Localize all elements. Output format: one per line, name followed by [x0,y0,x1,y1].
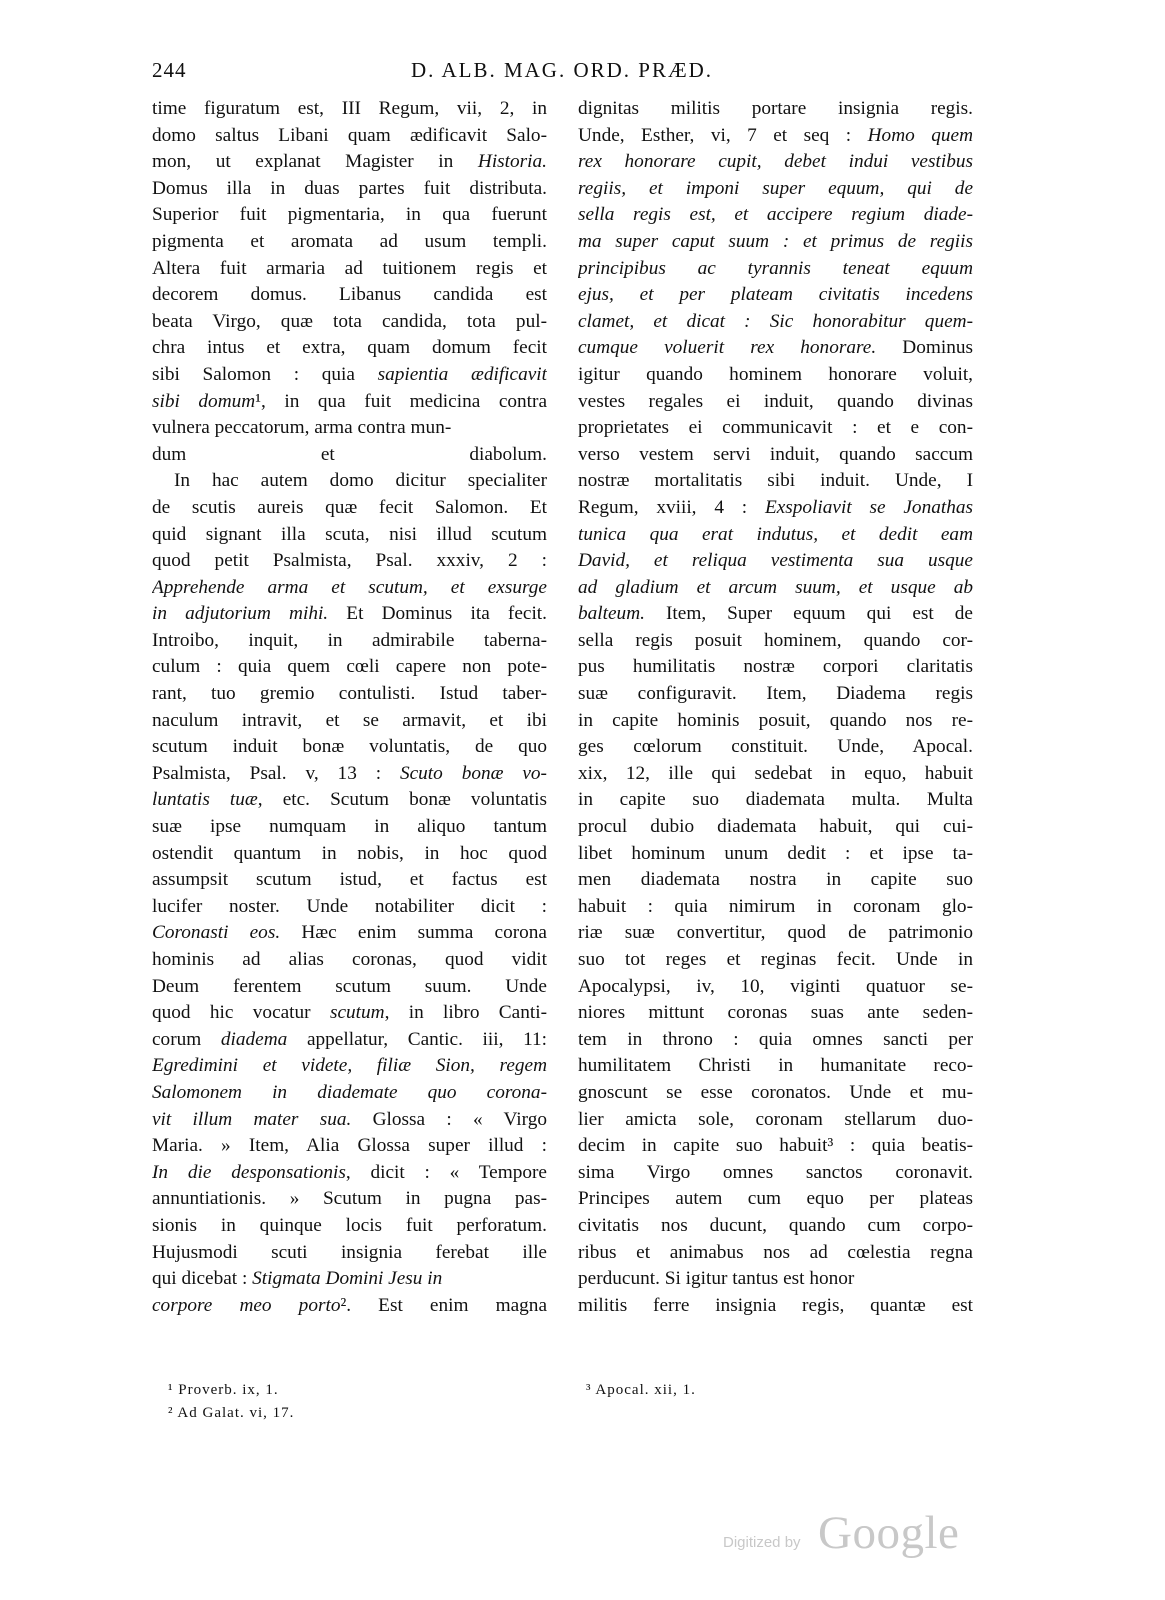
right-text-line: David, et reliqua vestimenta sua usque [578,550,973,572]
left-text-line: qui dicebat : Stigmata Domini Jesu in [152,1268,443,1290]
left-text-line: annuntiationis. » Scutum in pugna pas- [152,1188,547,1210]
right-text-line: Principes autem cum equo per plateas [578,1188,973,1210]
left-text-line: quod petit Psalmista, Psal. xxxiv, 2 : [152,550,547,572]
left-text-line: scutum induit bonæ voluntatis, de quo [152,736,547,758]
right-text-line: ad gladium et arcum suum, et usque ab [578,576,973,598]
left-text-line: time figuratum est, III Regum, vii, 2, in [152,98,547,119]
footnote-2: ² Ad Galat. vi, 17. [168,1405,295,1421]
left-text-line: vulnera peccatorum, arma contra mun- [152,417,452,439]
right-text-line: cumque voluerit rex honorare. Dominus [578,337,973,359]
right-text-line: rex honorare cupit, debet indui vestibus [578,151,973,173]
left-text-line: sibi Salomon : quia sapientia ædificavit [152,363,547,385]
right-text-line: balteum. Item, Super equum qui est de [578,603,973,625]
digitized-by-google-watermark [723,1506,983,1566]
right-text-line: ges cœlorum constituit. Unde, Apocal. [578,736,973,758]
right-text-line: decim in capite suo habuit³ : quia beatis- [578,1135,973,1157]
left-text-line: suæ ipse numquam in aliquo tantum [152,816,547,838]
right-text-line: civitatis nos ducunt, quando cum corpo- [578,1214,973,1236]
left-text-line: Egredimini et videte, filiæ Sion, regem [152,1055,547,1077]
left-text-line: Introibo, inquit, in admirabile taberna- [152,629,547,651]
right-text-line: militis ferre insignia regis, quantæ est [578,1294,973,1316]
page-number: 244 [152,58,187,82]
left-text-line: Superior fuit pigmentaria, in qua fuerunt [152,204,547,226]
left-text-line: assumpsit scutum istud, et factus est [152,869,547,891]
left-text-line: culum : quia quem cœli capere non pote- [152,656,547,678]
page-header [152,58,972,90]
left-text-line: ostendit quantum in nobis, in hoc quod [152,842,547,864]
left-text-line: luntatis tuæ, etc. Scutum bonæ voluntatis [152,789,547,811]
right-text-line: nostræ mortalitatis sibi induit. Unde, I [578,470,973,492]
right-text-line: humilitatem Christi in humanitate reco- [578,1055,973,1077]
left-text-line: decorem domus. Libanus candida est [152,284,547,306]
left-footnotes [168,1379,294,1425]
right-text-line: principibus ac tyrannis teneat equum [578,257,973,279]
left-text-line: corpore meo porto². Est enim magna [152,1294,547,1316]
right-text-line: suo tot reges et reginas fecit. Unde in [578,949,973,970]
right-text-line: vestes regales ei induit, quando divinas [578,390,973,412]
right-text-line: lier amicta sole, coronam stellarum duo- [578,1108,973,1130]
left-text-line: quid signant illa scuta, nisi illud scutum [152,523,547,545]
left-text-line: dum et diabolum. [152,443,547,465]
footnote-1: ¹ Proverb. ix, 1. [168,1382,279,1398]
right-footnotes [586,1379,696,1402]
right-text-line: suæ configuravit. Item, Diadema regis [578,683,973,705]
right-text-line: niores mittunt coronas suas ante seden- [578,1002,973,1024]
right-text-line: sella regis est, et accipere regium diade- [578,204,973,226]
left-text-line: beata Virgo, quæ tota candida, tota pul- [152,310,547,332]
left-text-line: de scutis aureis quæ fecit Salomon. Et [152,496,547,518]
left-text-line: lucifer noster. Unde notabiliter dicit : [152,895,547,917]
left-text-line: corum diadema appellatur, Cantic. iii, 11: [152,1028,547,1050]
google-logo: Google [818,1507,960,1559]
right-text-line: procul dubio diademata habuit, qui cui- [578,816,973,838]
right-text-line: libet hominum unum dedit : et ipse ta- [578,842,973,864]
footnote-3: ³ Apocal. xii, 1. [586,1382,696,1398]
left-text-line: sibi domum¹, in qua fuit medicina contra [152,390,547,412]
right-text-line: ribus et animabus nos ad cœlestia regna [578,1241,973,1263]
left-text-line: Coronasti eos. Hæc enim summa corona [152,922,547,944]
right-text-line: ejus, et per plateam civitatis incedens [578,284,973,306]
right-text-line: riæ suæ convertitur, quod de patrimonio [578,922,973,944]
left-text-line: chra intus et extra, quam domum fecit [152,337,547,359]
right-text-line: regiis, et imponi super equum, qui de [578,177,973,199]
right-text-line: pus humilitatis nostræ corpori claritatis [578,656,973,678]
left-text-line: Apprehende arma et scutum, et exsurge [152,576,547,598]
left-text-line: vit illum mater sua. Glossa : « Virgo [152,1108,547,1130]
digitized-by-label: Digitized by [723,1534,801,1551]
left-text-line: Salomonem in diademate quo corona- [152,1081,547,1103]
right-text-line: habuit : quia nimirum in coronam glo- [578,895,973,917]
left-text-line: In die desponsationis, dicit : « Tempore [152,1161,547,1183]
left-text-line: In hac autem domo dicitur specialiter [174,470,547,492]
left-text-line: in adjutorium mihi. Et Dominus ita fecit. [152,603,547,625]
right-text-line: men diademata nostra in capite suo [578,869,973,891]
left-text-line: Deum ferentem scutum suum. Unde [152,975,547,997]
left-text-line: hominis ad alias coronas, quod vidit [152,949,547,970]
right-text-line: sima Virgo omnes sanctos coronavit. [578,1161,973,1183]
right-text-line: perducunt. Si igitur tantus est honor [578,1268,855,1290]
left-text-line: quod hic vocatur scutum, in libro Canti- [152,1002,547,1024]
left-text-column [152,96,547,1319]
left-text-line: Altera fuit armaria ad tuitionem regis et [152,257,547,279]
right-text-line: dignitas militis portare insignia regis. [578,98,973,119]
right-text-line: igitur quando hominem honorare voluit, [578,363,973,385]
right-text-line: sella regis posuit hominem, quando cor- [578,629,973,651]
left-text-line: pigmenta et aromata ad usum templi. [152,230,547,252]
left-text-line: Hujusmodi scuti insignia ferebat ille [152,1241,547,1263]
left-text-line: sionis in quinque locis fuit perforatum. [152,1214,547,1236]
right-text-line: ma super caput suum : et primus de regiis [578,230,973,252]
running-title: D. ALB. MAG. ORD. PRÆD. [410,58,714,82]
right-text-line: gnoscunt se esse coronatos. Unde et mu- [578,1081,973,1103]
left-text-line: domo saltus Libani quam ædificavit Salo- [152,124,547,146]
right-text-line: Unde, Esther, vi, 7 et seq : Homo quem [578,124,973,146]
right-text-column [578,96,973,1319]
left-text-line: Maria. » Item, Alia Glossa super illud : [152,1135,547,1157]
right-text-line: xix, 12, ille qui sedebat in equo, habuit [578,762,973,784]
right-text-line: Apocalypsi, iv, 10, viginti quatuor se- [578,975,973,997]
left-text-line: rant, tuo gremio contulisti. Istud taber- [152,683,547,705]
right-text-line: tem in throno : quia omnes sancti per [578,1028,973,1050]
right-text-line: clamet, et dicat : Sic honorabitur quem- [578,310,973,332]
left-text-line: Domus illa in duas partes fuit distributa. [152,177,547,199]
right-text-line: tunica qua erat indutus, et dedit eam [578,523,973,545]
right-text-line: in capite hominis posuit, quando nos re- [578,709,973,731]
right-text-line: Regum, xviii, 4 : Exspoliavit se Jonathas [578,496,973,518]
left-text-line: mon, ut explanat Magister in Historia. [152,151,547,173]
right-text-line: in capite suo diademata multa. Multa [578,789,973,811]
right-text-line: verso vestem servi induit, quando saccum [578,443,973,465]
right-text-line: proprietates ei communicavit : et e con- [578,417,973,439]
left-text-line: naculum intravit, et se armavit, et ibi [152,709,547,731]
left-text-line: Psalmista, Psal. v, 13 : Scuto bonæ vo- [152,762,547,784]
